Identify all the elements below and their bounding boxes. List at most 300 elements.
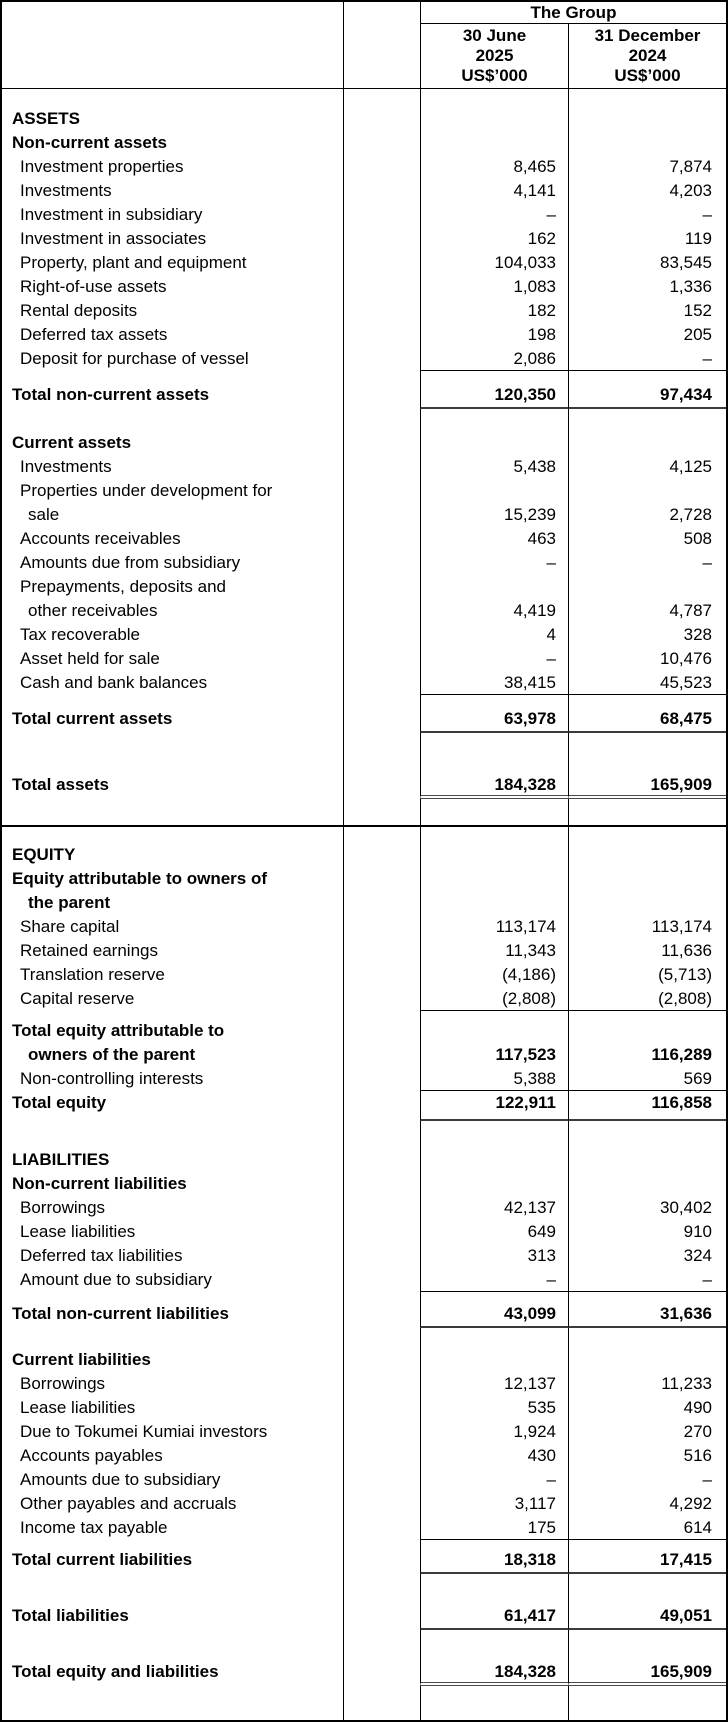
note-cell — [343, 409, 420, 431]
row-label-cell — [2, 89, 343, 107]
value-31-december-2024: – — [568, 347, 726, 371]
value-30-june-2025 — [420, 1686, 568, 1720]
note-cell — [343, 1244, 420, 1268]
assets-table — [2, 2, 726, 827]
value-30-june-2025: 3,117 — [420, 1492, 568, 1516]
row-label-cell — [2, 1067, 343, 1091]
value-31-december-2024: 1,336 — [568, 275, 726, 299]
note-cell — [343, 1302, 420, 1328]
row-label-cell — [2, 251, 343, 275]
value-30-june-2025 — [420, 1019, 568, 1043]
row-label-cell — [2, 1121, 343, 1148]
value-30-june-2025: 11,343 — [420, 939, 568, 963]
row-label: the parent — [28, 893, 111, 912]
row-label: EQUITY — [12, 845, 76, 864]
table-row — [2, 987, 726, 1011]
group-header-row — [2, 2, 726, 24]
row-label-cell — [2, 1660, 343, 1686]
header-note-cell — [343, 24, 420, 88]
note-cell — [343, 915, 420, 939]
table-row — [2, 1444, 726, 1468]
row-label: Income tax payable — [20, 1518, 168, 1537]
row-label: ASSETS — [12, 109, 81, 128]
table-row — [2, 1604, 726, 1630]
row-label-cell — [2, 733, 343, 773]
row-label-cell — [2, 647, 343, 671]
value-30-june-2025: 38,415 — [420, 671, 568, 695]
assets-table-body — [2, 89, 726, 825]
table-row — [2, 1548, 726, 1574]
value-31-december-2024: 116,858 — [568, 1091, 726, 1121]
table-row — [2, 203, 726, 227]
table-row — [2, 551, 726, 575]
value-31-december-2024: 116,289 — [568, 1043, 726, 1067]
value-30-june-2025 — [420, 431, 568, 455]
note-cell — [343, 963, 420, 987]
value-31-december-2024 — [568, 1540, 726, 1548]
row-label-cell — [2, 939, 343, 963]
row-label: Current assets — [12, 433, 132, 452]
value-31-december-2024: 83,545 — [568, 251, 726, 275]
table-row — [2, 347, 726, 371]
value-30-june-2025: 430 — [420, 1444, 568, 1468]
table-row — [2, 647, 726, 671]
value-31-december-2024: 569 — [568, 1067, 726, 1091]
value-31-december-2024 — [568, 827, 726, 843]
note-cell — [343, 1444, 420, 1468]
value-31-december-2024 — [568, 867, 726, 891]
row-label: Investment in subsidiary — [20, 205, 203, 224]
row-label: Deferred tax liabilities — [20, 1246, 183, 1265]
table-row — [2, 891, 726, 915]
note-cell — [343, 599, 420, 623]
value-30-june-2025: 4 — [420, 623, 568, 647]
value-30-june-2025 — [420, 1172, 568, 1196]
table-row — [2, 1019, 726, 1043]
table-row — [2, 1067, 726, 1091]
table-row — [2, 503, 726, 527]
value-30-june-2025: 5,388 — [420, 1067, 568, 1091]
row-label: Borrowings — [20, 1198, 106, 1217]
value-31-december-2024 — [568, 1686, 726, 1720]
value-30-june-2025: 18,318 — [420, 1548, 568, 1574]
row-label-cell — [2, 1630, 343, 1660]
row-label-cell — [2, 599, 343, 623]
row-label-cell — [2, 843, 343, 867]
row-label-cell — [2, 963, 343, 987]
spacer-row — [2, 1686, 726, 1720]
value-31-december-2024: 165,909 — [568, 773, 726, 799]
value-30-june-2025: 43,099 — [420, 1302, 568, 1328]
note-cell — [343, 1420, 420, 1444]
table-row — [2, 1220, 726, 1244]
note-cell — [343, 1604, 420, 1630]
value-31-december-2024 — [568, 891, 726, 915]
row-label: Total liabilities — [12, 1606, 129, 1625]
spacer-row — [2, 1292, 726, 1302]
row-label-cell — [2, 275, 343, 299]
value-31-december-2024: 328 — [568, 623, 726, 647]
header-empty-cell — [2, 2, 343, 24]
row-label-cell — [2, 1396, 343, 1420]
spacer-row — [2, 1574, 726, 1604]
table-row — [2, 179, 726, 203]
value-31-december-2024: 7,874 — [568, 155, 726, 179]
row-label-cell — [2, 1019, 343, 1043]
note-cell — [343, 227, 420, 251]
value-31-december-2024 — [568, 89, 726, 107]
value-31-december-2024 — [568, 371, 726, 383]
note-cell — [343, 1172, 420, 1196]
row-label-cell — [2, 671, 343, 695]
note-cell — [343, 371, 420, 383]
note-cell — [343, 479, 420, 503]
value-30-june-2025 — [420, 843, 568, 867]
note-cell — [343, 431, 420, 455]
value-30-june-2025: 4,419 — [420, 599, 568, 623]
value-31-december-2024: 152 — [568, 299, 726, 323]
row-label-cell — [2, 575, 343, 599]
note-cell — [343, 527, 420, 551]
note-cell — [343, 323, 420, 347]
row-label-cell — [2, 1540, 343, 1548]
note-cell — [343, 799, 420, 825]
spacer-row — [2, 827, 726, 843]
row-label: Non-current assets — [12, 133, 167, 152]
table-row — [2, 843, 726, 867]
value-30-june-2025 — [420, 1148, 568, 1172]
value-30-june-2025: – — [420, 203, 568, 227]
table-row — [2, 251, 726, 275]
value-30-june-2025 — [420, 575, 568, 599]
row-label-cell — [2, 203, 343, 227]
note-cell — [343, 1268, 420, 1292]
value-31-december-2024 — [568, 695, 726, 707]
row-label: Translation reserve — [20, 965, 165, 984]
value-30-june-2025: 113,174 — [420, 915, 568, 939]
value-30-june-2025 — [420, 1348, 568, 1372]
value-30-june-2025 — [420, 1011, 568, 1019]
value-31-december-2024 — [568, 1121, 726, 1148]
value-30-june-2025: 61,417 — [420, 1604, 568, 1630]
table-row — [2, 939, 726, 963]
note-cell — [343, 107, 420, 131]
row-label: Deferred tax assets — [20, 325, 168, 344]
table-row — [2, 1348, 726, 1372]
value-31-december-2024 — [568, 733, 726, 773]
row-label-cell — [2, 1372, 343, 1396]
row-label: Rental deposits — [20, 301, 138, 320]
value-31-december-2024 — [568, 843, 726, 867]
row-label-cell — [2, 323, 343, 347]
row-label-cell — [2, 1604, 343, 1630]
value-31-december-2024: – — [568, 1268, 726, 1292]
row-label-cell — [2, 1011, 343, 1019]
value-31-december-2024 — [568, 1630, 726, 1660]
spacer-row — [2, 695, 726, 707]
value-31-december-2024: 165,909 — [568, 1660, 726, 1686]
value-30-june-2025: 649 — [420, 1220, 568, 1244]
note-cell — [343, 867, 420, 891]
value-30-june-2025: (2,808) — [420, 987, 568, 1011]
value-30-june-2025: 42,137 — [420, 1196, 568, 1220]
row-label: Deposit for purchase of vessel — [20, 349, 249, 368]
note-cell — [343, 1011, 420, 1019]
note-cell — [343, 1067, 420, 1091]
note-cell — [343, 1043, 420, 1067]
table-row — [2, 773, 726, 799]
table-row — [2, 671, 726, 695]
value-31-december-2024: 68,475 — [568, 707, 726, 733]
period-line: US$’000 — [461, 66, 528, 85]
row-label: Total current liabilities — [12, 1550, 193, 1569]
value-30-june-2025: 5,438 — [420, 455, 568, 479]
value-31-december-2024: 11,636 — [568, 939, 726, 963]
period-header-row — [2, 24, 726, 88]
table-row — [2, 431, 726, 455]
note-cell — [343, 299, 420, 323]
note-cell — [343, 1396, 420, 1420]
row-label: Capital reserve — [20, 989, 135, 1008]
value-31-december-2024: 205 — [568, 323, 726, 347]
row-label-cell — [2, 107, 343, 131]
note-cell — [343, 1220, 420, 1244]
row-label-cell — [2, 623, 343, 647]
row-label: Total assets — [12, 775, 110, 794]
period-line: 31 December — [594, 26, 701, 45]
row-label: Properties under development for — [20, 481, 273, 500]
row-label: Current liabilities — [12, 1350, 151, 1369]
row-label-cell — [2, 1220, 343, 1244]
row-label: Equity attributable to owners of — [12, 869, 268, 888]
table-row — [2, 131, 726, 155]
row-label-cell — [2, 1468, 343, 1492]
value-31-december-2024: 516 — [568, 1444, 726, 1468]
value-30-june-2025: 2,086 — [420, 347, 568, 371]
row-label-cell — [2, 987, 343, 1011]
note-cell — [343, 827, 420, 843]
value-30-june-2025 — [420, 107, 568, 131]
value-31-december-2024 — [568, 1348, 726, 1372]
value-30-june-2025 — [420, 1121, 568, 1148]
table-row — [2, 1302, 726, 1328]
note-cell — [343, 1660, 420, 1686]
note-cell — [343, 843, 420, 867]
period-line: 2025 — [475, 46, 514, 65]
value-31-december-2024: 508 — [568, 527, 726, 551]
note-cell — [343, 1630, 420, 1660]
period-line: 2024 — [628, 46, 667, 65]
row-label: Investment properties — [20, 157, 184, 176]
table-row — [2, 915, 726, 939]
value-31-december-2024: – — [568, 551, 726, 575]
row-label-cell — [2, 915, 343, 939]
row-label-cell — [2, 503, 343, 527]
value-30-june-2025: 162 — [420, 227, 568, 251]
row-label: owners of the parent — [28, 1045, 196, 1064]
value-30-june-2025: 120,350 — [420, 383, 568, 409]
value-30-june-2025: (4,186) — [420, 963, 568, 987]
value-30-june-2025 — [420, 131, 568, 155]
value-30-june-2025: – — [420, 1468, 568, 1492]
value-31-december-2024: 119 — [568, 227, 726, 251]
row-label: Amounts due to subsidiary — [20, 1470, 221, 1489]
note-cell — [343, 131, 420, 155]
value-30-june-2025 — [420, 1630, 568, 1660]
table-row — [2, 707, 726, 733]
row-label-cell — [2, 891, 343, 915]
note-cell — [343, 623, 420, 647]
value-31-december-2024: 31,636 — [568, 1302, 726, 1328]
table-row — [2, 963, 726, 987]
row-label-cell — [2, 1196, 343, 1220]
table-row — [2, 275, 726, 299]
row-label: Total non-current liabilities — [12, 1304, 229, 1323]
table-row — [2, 1148, 726, 1172]
value-31-december-2024: 97,434 — [568, 383, 726, 409]
row-label: Other payables and accruals — [20, 1494, 237, 1513]
value-30-june-2025 — [420, 695, 568, 707]
row-label: sale — [28, 505, 60, 524]
value-30-june-2025: – — [420, 1268, 568, 1292]
note-cell — [343, 1516, 420, 1540]
value-31-december-2024: 17,415 — [568, 1548, 726, 1574]
row-label-cell — [2, 179, 343, 203]
table-row — [2, 455, 726, 479]
table-row — [2, 323, 726, 347]
row-label: Due to Tokumei Kumiai investors — [20, 1422, 268, 1441]
period-column-2024 — [568, 24, 726, 88]
value-30-june-2025: 463 — [420, 527, 568, 551]
value-31-december-2024 — [568, 107, 726, 131]
period-column-2025 — [420, 24, 568, 88]
table-row — [2, 1196, 726, 1220]
table-row — [2, 575, 726, 599]
note-cell — [343, 671, 420, 695]
table-row — [2, 1468, 726, 1492]
spacer-row — [2, 1121, 726, 1148]
note-cell — [343, 891, 420, 915]
row-label-cell — [2, 1574, 343, 1604]
value-31-december-2024 — [568, 131, 726, 155]
row-label-cell — [2, 347, 343, 371]
row-label: Lease liabilities — [20, 1222, 136, 1241]
value-31-december-2024 — [568, 799, 726, 825]
value-30-june-2025: 117,523 — [420, 1043, 568, 1067]
row-label: Amounts due from subsidiary — [20, 553, 241, 572]
note-cell — [343, 1686, 420, 1720]
table-row — [2, 599, 726, 623]
header-empty-cell — [2, 24, 343, 88]
spacer-row — [2, 799, 726, 825]
row-label: Total current assets — [12, 709, 173, 728]
row-label-cell — [2, 773, 343, 799]
row-label-cell — [2, 1172, 343, 1196]
value-31-december-2024 — [568, 1574, 726, 1604]
value-30-june-2025 — [420, 371, 568, 383]
value-30-june-2025 — [420, 1292, 568, 1302]
note-cell — [343, 89, 420, 107]
note-cell — [343, 773, 420, 799]
value-31-december-2024: 49,051 — [568, 1604, 726, 1630]
row-label: Property, plant and equipment — [20, 253, 247, 272]
row-label-cell — [2, 479, 343, 503]
row-label-cell — [2, 1244, 343, 1268]
value-30-june-2025: 104,033 — [420, 251, 568, 275]
value-31-december-2024 — [568, 1172, 726, 1196]
note-cell — [343, 1091, 420, 1121]
note-cell — [343, 575, 420, 599]
spacer-row — [2, 1630, 726, 1660]
note-cell — [343, 1372, 420, 1396]
row-label: Borrowings — [20, 1374, 106, 1393]
value-30-june-2025 — [420, 409, 568, 431]
note-cell — [343, 1548, 420, 1574]
row-label-cell — [2, 431, 343, 455]
note-cell — [343, 1540, 420, 1548]
note-cell — [343, 503, 420, 527]
value-31-december-2024: (2,808) — [568, 987, 726, 1011]
table-row — [2, 1396, 726, 1420]
table-header — [2, 2, 726, 89]
value-30-june-2025: 122,911 — [420, 1091, 568, 1121]
row-label: Share capital — [20, 917, 120, 936]
row-label-cell — [2, 131, 343, 155]
row-label-cell — [2, 1548, 343, 1574]
note-cell — [343, 1468, 420, 1492]
row-label: Retained earnings — [20, 941, 158, 960]
table-row — [2, 1043, 726, 1067]
row-label-cell — [2, 227, 343, 251]
table-row — [2, 299, 726, 323]
row-label-cell — [2, 1516, 343, 1540]
value-30-june-2025: 8,465 — [420, 155, 568, 179]
value-31-december-2024 — [568, 409, 726, 431]
table-row — [2, 1516, 726, 1540]
value-30-june-2025: – — [420, 647, 568, 671]
note-cell — [343, 1196, 420, 1220]
header-note-cell — [343, 2, 420, 24]
row-label-cell — [2, 1420, 343, 1444]
spacer-row — [2, 733, 726, 773]
row-label-cell — [2, 827, 343, 843]
table-row — [2, 1492, 726, 1516]
row-label: Accounts payables — [20, 1446, 163, 1465]
value-30-june-2025 — [420, 799, 568, 825]
row-label-cell — [2, 1268, 343, 1292]
row-label: Total non-current assets — [12, 385, 210, 404]
value-31-december-2024 — [568, 479, 726, 503]
value-31-december-2024: 4,125 — [568, 455, 726, 479]
value-31-december-2024: 4,292 — [568, 1492, 726, 1516]
spacer-row — [2, 371, 726, 383]
table-row — [2, 155, 726, 179]
value-30-june-2025: 184,328 — [420, 1660, 568, 1686]
row-label: Investment in associates — [20, 229, 207, 248]
row-label-cell — [2, 1091, 343, 1121]
value-30-june-2025 — [420, 891, 568, 915]
value-31-december-2024: 490 — [568, 1396, 726, 1420]
table-row — [2, 107, 726, 131]
value-30-june-2025: 4,141 — [420, 179, 568, 203]
value-31-december-2024 — [568, 1019, 726, 1043]
row-label: Total equity attributable to — [12, 1021, 225, 1040]
table-row — [2, 1268, 726, 1292]
row-label-cell — [2, 551, 343, 575]
row-label-cell — [2, 1302, 343, 1328]
row-label-cell — [2, 1148, 343, 1172]
note-cell — [343, 695, 420, 707]
